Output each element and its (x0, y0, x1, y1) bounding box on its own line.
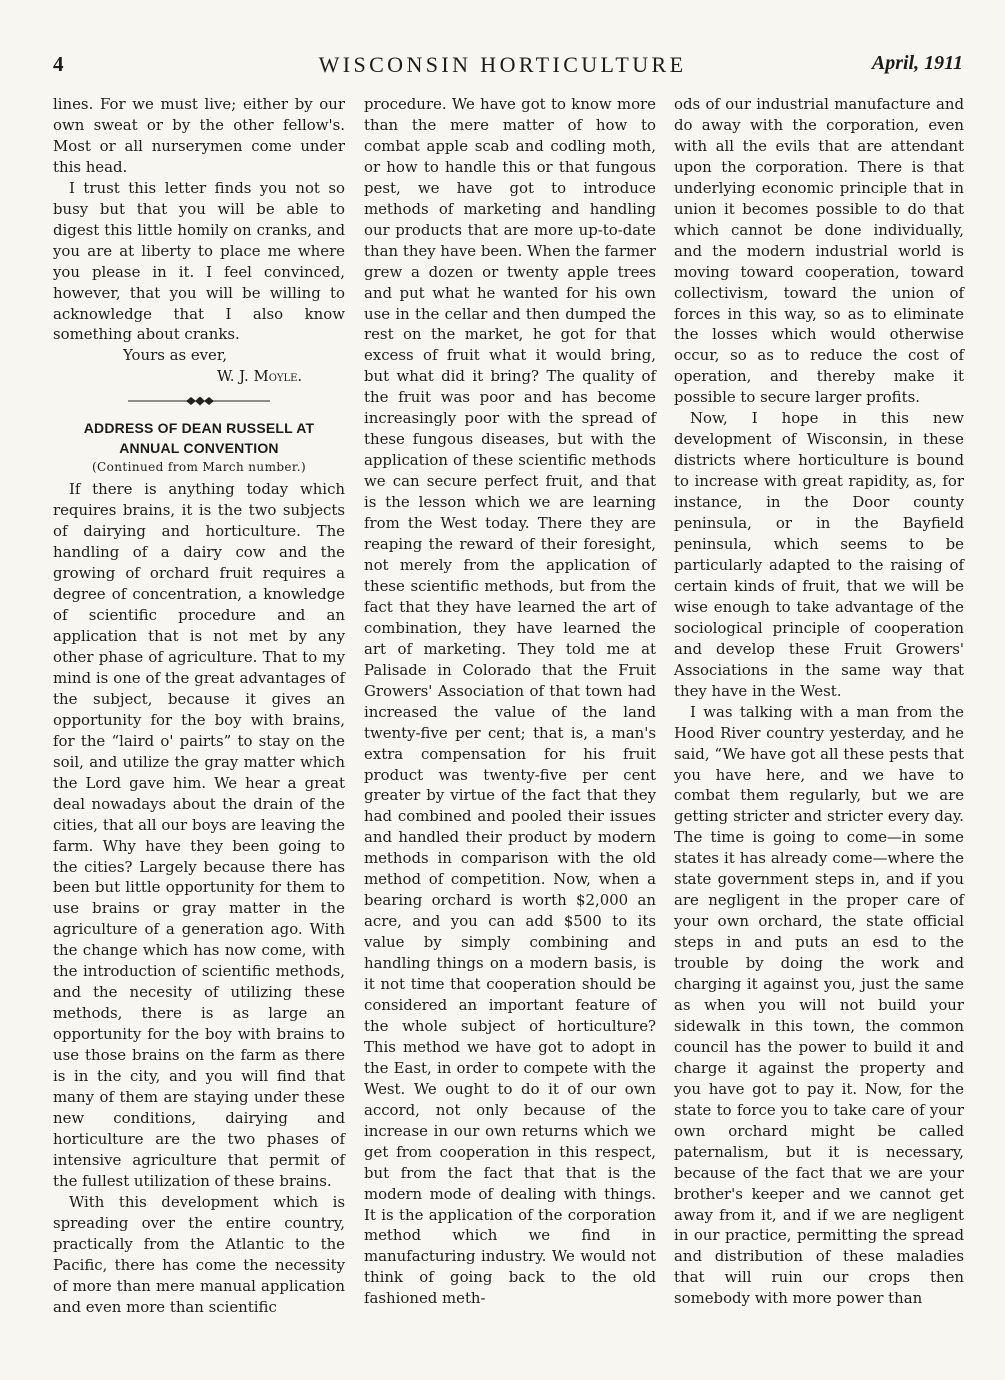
article-paragraph: ods of our industrial manufacture and do away with the corporation, even with all the evils that are attendant upon the corporation. There is that underlying economic principle that in union it becomes possible to do that which cannot be done individually, and the modern industrial world is moving toward cooperation, toward collectivism, toward the union of forces in this way, so as to eliminate the losses which would otherwise occur, so as to reduce the cost of operation, and thereby make it possible to secure larger profits. (674, 95, 964, 407)
issue-date: April, 1911 (871, 52, 963, 74)
article-paragraph: Now, I hope in this new development of Wisconsin, in these districts where horticulture is bound to increase with great rapidity, as, for instance, in the Door county peninsula, or in the Bayfield peninsula, which seems to be particularly adapted to the raising of certain kinds of fruit, that we will be wise enough to take advantage of the sociological principle of cooperation and develop these Fruit Growers' Associations in the same way that they have in the West. (674, 409, 964, 700)
column-2 (364, 94, 656, 1309)
article-title (53, 418, 345, 458)
ornamental-divider (124, 394, 274, 408)
article-title-line-1: ADDRESS OF DEAN RUSSELL AT (83, 420, 315, 437)
column-3 (674, 94, 964, 1309)
continued-note: (Continued from March number.) (91, 460, 307, 475)
page-number: 4 (53, 52, 64, 76)
letter-signature: W. J. Moyle. (217, 367, 303, 386)
letter-paragraph: I trust this letter finds you not so busy but that you will be able to digest this little homily on cranks, and you are at liberty to place me where you please in it. I feel convinced, however, that you will be willing to acknowledge that I also know something about cranks. (53, 178, 345, 344)
article-paragraph: With this development which is spreading over the entire country, practically from the Atlantic to the Pacific, there has come the necessity of more than mere manual application and even more than scientific (53, 1192, 345, 1316)
column-1 (53, 94, 345, 1317)
journal-title: WISCONSIN HORTICULTURE (318, 52, 687, 77)
letter-closing: Yours as ever, (123, 346, 228, 365)
article-paragraph: procedure. We have got to know more than the mere matter of how to combat apple scab and codling moth, or how to handle this or that fungous pest, we have got to introduce methods of marketing and handling our products that are more up-to-date than they have been. When the farmer grew a dozen or twenty apple trees and put what he wanted for his own use in the cellar and then dumped the rest on the market, he got for that excess of fruit what it would bring, but what did it bring? The quality of the fruit was poor and has become increasingly poor with the spread of these fungous diseases, but with the application of these scientific methods we can secure perfect fruit, and that is the lesson which we are learning from the West today. There they are reaping the reward of their foresight, not merely from the application of these scientific methods, but from the fact that they have learned the art of combination, they have learned the art of marketing. They told me at Palisade in Colorado that the Fruit Growers' Association of that town had increased the value of the land twenty-five per cent; that is, a man's extra compensation for his fruit product was twenty-five per cent greater by virtue of the fact that they had combined and pooled their issues and handled their product by modern methods in comparison with the old method of competition. Now, when a bearing orchard is worth $2,000 an acre, and you can add $500 to its value by simply combining and handling things on a modern basis, is it not time that cooperation should be considered an important feature of the whole subject of horticulture? This method we have got to adopt in the East, in order to compete with the West. We ought to do it of our own accord, not only because of the increase in our own returns which we get from cooperation in this respect, but from the fact that that is the modern mode of dealing with things. It is the application of the corporation method which we find in manufacturing industry. We would not think of going back to the old fashioned meth- (364, 95, 656, 1308)
letter-paragraph: lines. For we must live; either by our own sweat or by the other fellow's. Most or all nurserymen come under this head. (53, 95, 345, 176)
article-paragraph: I was talking with a man from the Hood River country yesterday, and he said, “We have got all these pests that you have here, and we have to combat them regularly, but we are getting stricter and stricter every day. The time is going to come—in some states it has already come—where the state government steps in, and if you are negligent in the proper care of your own orchard, the state official steps in and puts an esd to the trouble by doing the work and charging it against you, just the same as when you will not build your sidewalk in this town, the common council has the power to build it and charge it against the property and you have got to pay it. Now, for the state to force you to take care of your own orchard might be called paternalism, but it is necessary, because of the fact that we are your brother's keeper and we cannot get away from it, and if we are negligent in our practice, permitting the spread and distribution of these maladies that will ruin our crops then somebody with more power than (674, 702, 964, 1308)
running-header (0, 52, 1005, 82)
article-title-line-2: ANNUAL CONVENTION (119, 440, 279, 457)
article-paragraph: If there is anything today which requires brains, it is the two subjects of dairying and horticulture. The handling of a dairy cow and the growing of orchard fruit requires a degree of concentration, a knowledge of scientific procedure and an application that is not met by any other phase of agriculture. That to my mind is one of the great advantages of the subject, because it gives an opportunity for the boy with brains, for the “laird o' pairts” to stay on the soil, and utilize the gray matter which the Lord gave him. We hear a great deal nowadays about the drain of the cities, that all our boys are leaving the farm. Why have they been going to the cities? Largely because there has been but little opportunity for them to use brains or gray matter in the agriculture of a generation ago. With the change which has now come, with the introduction of scientific methods, and the necesity of utilizing these methods, there is as large an opportunity for the boy with brains to use those brains on the farm as there is in the city, and you will find that many of them are staying under these new conditions, dairying and horticulture are the two phases of intensive agriculture that permit of the fullest utilization of these brains. (53, 480, 345, 1190)
